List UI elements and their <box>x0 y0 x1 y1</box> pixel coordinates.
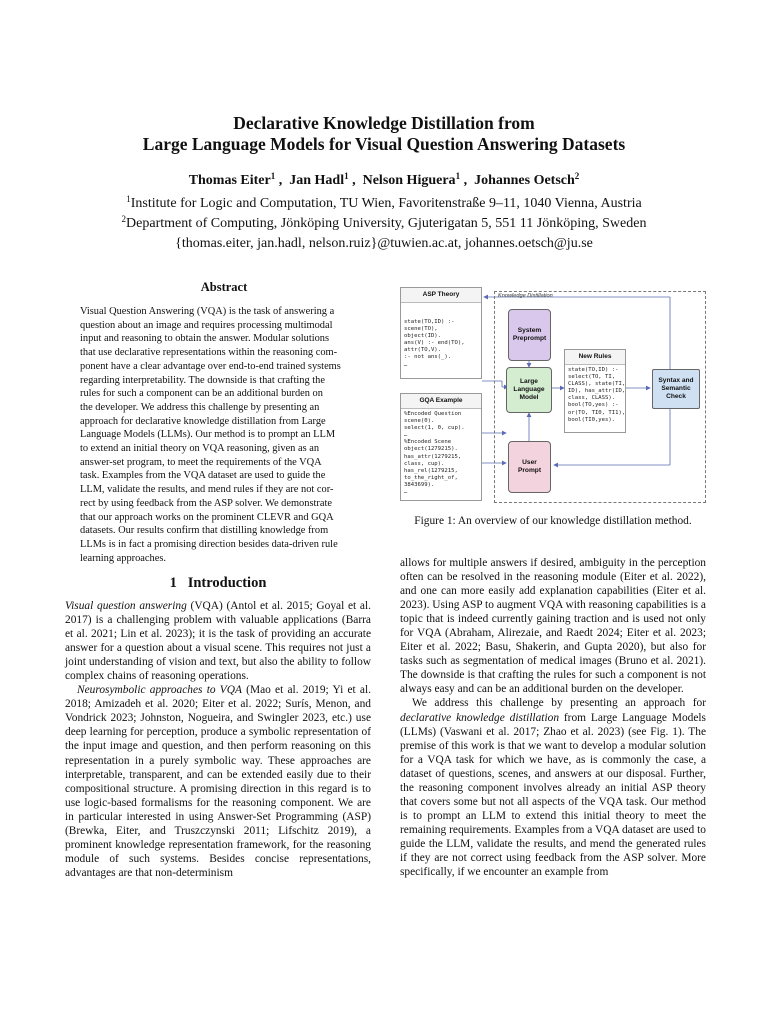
abstract-line: that our approach works on the prominent CLEVR and GQA <box>80 511 334 523</box>
asp-theory-title: ASP Theory <box>401 288 481 303</box>
asp-theory-box <box>400 287 482 379</box>
intro-paragraph-2 <box>65 683 371 880</box>
gqa-example-title: GQA Example <box>401 394 481 409</box>
user-prompt-node: User Prompt <box>508 441 551 493</box>
author-name: Thomas Eiter <box>188 173 271 188</box>
intro-left-column <box>65 599 371 880</box>
abstract-line: regarding interpretability. The downside is that crafting the <box>80 374 325 386</box>
new-rules-code: state(TO,ID) :- select(TO, TI, CLASS), state(TI, ID), has_attr(ID, class, CLASS). bool(TO,yes) :- or(TO, TI0, TI1), bool(TI0,yes). <box>568 367 626 423</box>
abstract-line: answer-set program, to meet the requirements of the VQA <box>80 456 322 468</box>
author-sep: , <box>275 173 283 188</box>
affiliation-mark: 1 <box>126 194 131 204</box>
figure-caption: Figure 1: An overview of our knowledge distillation method. <box>414 515 692 527</box>
abstract-line: LLM, validate the results, and mend rules if they are not cor- <box>80 484 334 496</box>
abstract-heading: Abstract <box>200 280 248 294</box>
abstract-line: rect by using feedback from the ASP solver. We demonstrate <box>80 497 332 509</box>
abstract-text <box>80 305 368 565</box>
author-mark: 1 <box>270 171 276 181</box>
abstract-line: question about an image and requires processing multimodal <box>80 319 333 331</box>
emphasis: Visual question answering <box>65 600 187 612</box>
new-rules-title: New Rules <box>565 350 625 365</box>
affiliation-text: Department of Computing, Jönköping University, Gjuterigatan 5, 551 11 Jönköping, Sweden <box>126 216 647 231</box>
syntax-check-node: Syntax and Semantic Check <box>652 369 700 409</box>
system-preprompt-node: System Preprompt <box>508 309 551 361</box>
knowledge-distillation-label: Knowledge Distillation <box>498 293 553 299</box>
title-line-2: Large Language Models for Visual Question Answering Datasets <box>142 134 626 154</box>
intro-paragraph-1 <box>65 599 371 683</box>
abstract-line: rules for such a component can be an additional burden on <box>80 388 323 400</box>
abstract-line: the developer. We address this challenge by presenting an <box>80 401 320 413</box>
llm-node: Large Language Model <box>506 367 552 413</box>
emphasis: declarative knowledge distillation <box>400 711 560 724</box>
author-mark: 1 <box>344 171 349 181</box>
paragraph-text: We address this challenge by presenting an approach for <box>412 697 706 710</box>
author-mark: 1 <box>455 171 461 181</box>
emails: {thomas.eiter, jan.hadl, nelson.ruiz}@tuwien.ac.at, johannes.oetsch@ju.se <box>175 236 593 251</box>
title-line-1: Declarative Knowledge Distillation from <box>233 113 535 133</box>
intro-paragraph-4 <box>400 696 706 879</box>
section-number: 1 <box>169 575 177 591</box>
abstract-line: input and reasoning to obtain the answer. Modular solutions <box>80 333 330 345</box>
abstract-line: approach for declarative knowledge distillation from Large <box>80 415 326 427</box>
author-mark: 2 <box>574 171 580 181</box>
abstract-line: datasets. Our results confirm that distilling knowledge from <box>80 525 329 537</box>
author-name: Jan Hadl <box>289 173 345 188</box>
figure-overview <box>398 283 708 505</box>
paper-title <box>0 113 768 155</box>
gqa-example-code: %Encoded Question scene(0). select(1, 0, cup). … %Encoded Scene object(1279215). has_attr(1279215, class, cup). has_rel(1279215, to_the_right_of, 3843699). … <box>404 411 465 496</box>
section-title: Introduction <box>187 575 267 591</box>
abstract-line: learning approaches. <box>80 552 166 564</box>
paragraph-text: (VQA) (Antol et al. 2015; Goyal et al. 2017) is a challenging problem with valuable applications (Barra et al. 2021; Lin et al. 2023); it is the task of providing an accurate answer for a question about a visual scene. This requires not just a joint understanding of vision and text, but also the ability to follow complex chains of reasoning operations. <box>65 600 371 683</box>
intro-paragraph-3: allows for multiple answers if desired, ambiguity in the perception often can be resolved in the reasoning module (Eiter et al. 2022), and one can more easily add explanation capabilities (Eiter et al. 2023). Using ASP to augment VQA with reasoning capabilities is a topic that is indeed currently gaining traction and is used not only for VQA (Abraham, Alirezaie, and Raedt 2024; Eiter et al. 2023; Eiter et al. 2022; Basu, Shakerin, and Gupta 2020), but also for tasks such as segmentation of medical images (Bruno et al. 2021). The downside is that crafting the rules for such a component is not always easy and can be an additional burden on the developer. <box>400 557 706 696</box>
abstract-line: Visual Question Answering (VQA) is the task of answering a <box>80 306 335 317</box>
paragraph-text: (Mao et al. 2019; Yi et al. 2018; Amizadeh et al. 2020; Eiter et al. 2022; Surís, Menon, and Vondrick 2023; Johnston, Nogueira, and Swingler 2023, etc.) use deep learning for perception, produce a symbolic representation of the input image and question, and then perform reasoning on this representation in a purely symbolic way. These approaches are interpretable, transparent, and can be extended easily due to their compositional structure. A promising direction in this regard is to use logic-based formalisms for the reasoning component. We are in particular interested in using Answer-Set Programming (ASP) (Brewka, Eiter, and Truszczynski 2011; Lifschitz 2019), a prominent knowledge representation framework, for the reasoning module of such systems. Besides concise representations, advantages are that non-determinism <box>65 684 371 879</box>
affiliation-2 <box>0 214 768 234</box>
affiliation-text: Institute for Logic and Computation, TU Wien, Favoritenstraße 9–11, 1040 Vienna, Austria <box>130 196 642 211</box>
gqa-example-box <box>400 393 482 501</box>
abstract-line: that use declarative representations within the reasoning com- <box>80 347 338 359</box>
author-name: Nelson Higuera <box>362 173 456 188</box>
affiliations <box>0 194 768 254</box>
author-name: Johannes Oetsch <box>474 173 575 188</box>
paragraph-text: from Large Language Models (LLMs) (Vaswani et al. 2017; Zhao et al. 2023) (see Fig. 1). The premise of this work is that we want to develop a modular solution for a VQA task for which we have, as is commonly the case, a dataset of questions, scenes, and answers at our disposal. Further, the reasoning component involves already an initial ASP theory that covers some but not all aspects of the VQA task. Our method is to prompt an LLM to extend this initial theory to meet the remaining requirements. Examples from a VQA dataset are used to guide the LLM, validate the results, and mend the generated rules if they are not correct using feedback from the ASP solver. More specifically, if we encounter an example from <box>400 711 706 879</box>
author-sep: , <box>460 173 468 188</box>
section-heading-introduction <box>65 575 371 592</box>
abstract-line: task. Examples from the VQA dataset are used to guide the <box>80 470 326 482</box>
author-sep: , <box>348 173 356 188</box>
asp-theory-code: state(TO,ID) :- scene(TO), object(ID). ans(V) :- end(TO), attr(TO,V). :- not ans(_). … <box>404 319 465 368</box>
abstract-line: ponent have a clear advantage over end-to-end trained systems <box>80 360 341 372</box>
emphasis: Neurosymbolic approaches to VQA <box>77 684 242 697</box>
intro-right-column <box>400 556 706 879</box>
abstract-line: LLMs is in fact a promising direction besides data-driven rule <box>80 538 338 550</box>
abstract-line: to extend an initial theory on VQA reasoning, given as an <box>80 443 320 455</box>
author-list <box>0 172 768 190</box>
new-rules-box <box>564 349 626 433</box>
abstract-line: Language Models (LLMs). Our method is to prompt an LLM <box>80 429 336 441</box>
affiliation-mark: 2 <box>121 214 127 224</box>
affiliation-1 <box>0 194 768 214</box>
